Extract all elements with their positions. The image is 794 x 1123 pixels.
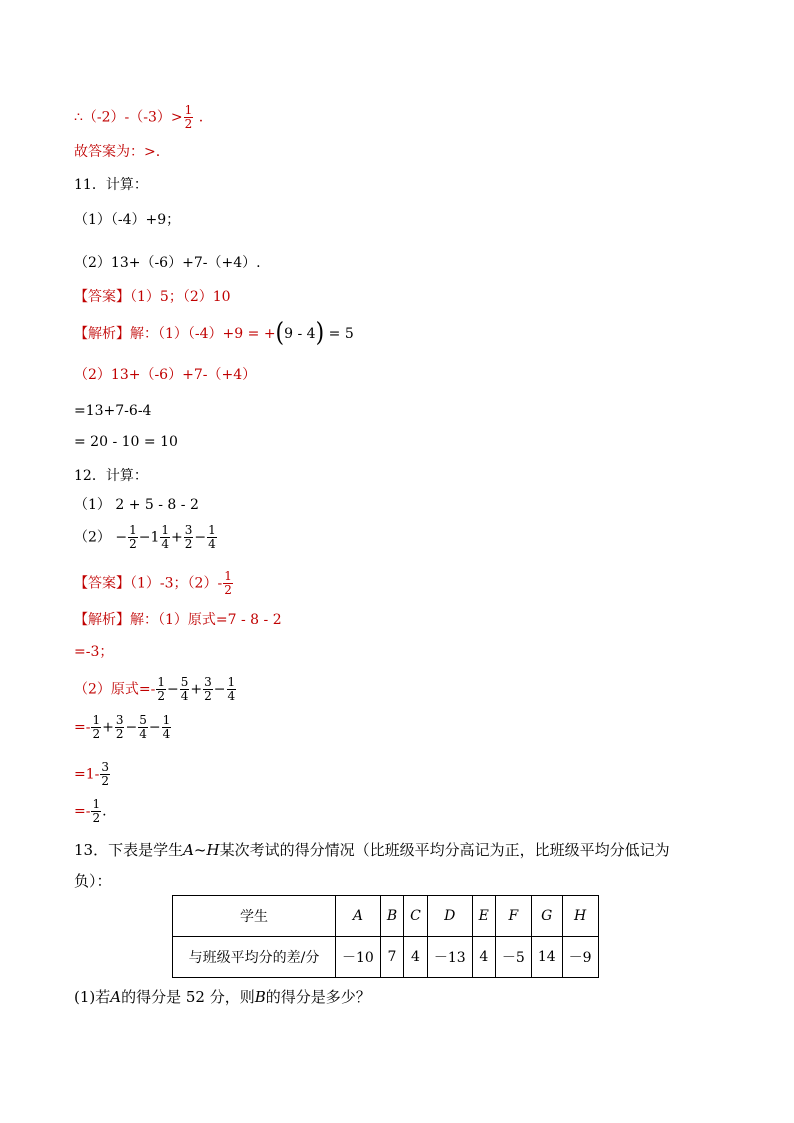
fraction: $\frac{1}{4}$ <box>208 523 216 551</box>
fraction: $\frac{3}{2}$ <box>115 713 124 741</box>
answer-conclusion: 故答案为：>. <box>74 144 161 160</box>
fraction-one-half: $\frac{1}{2}$ <box>184 103 193 131</box>
q12-step-neg3: =-3； <box>74 644 114 660</box>
table-row <box>173 896 599 937</box>
fraction: $\frac{1}{4}$ <box>227 675 236 703</box>
analysis-tag: 【解析】 <box>74 612 130 628</box>
q12-title: 12．计算： <box>74 468 148 484</box>
q13-title: 13．下表是学生A~H某次考试的得分情况（比班级平均分高记为正，比班级平均分低记为 <box>74 841 670 859</box>
q11-step-1: （2）13+（-6）+7-（+4） <box>74 367 257 383</box>
diff-cell: 4 <box>472 937 495 978</box>
fraction: $\frac{1}{2}$ <box>224 569 232 597</box>
fraction: $\frac{5}{4}$ <box>139 713 147 741</box>
q12-step-final: =- $\frac{1}{2}$ . <box>74 797 107 825</box>
q12-part1: （1） 2 + 5 - 8 - 2 <box>74 497 199 513</box>
student-cell: E <box>472 896 495 937</box>
therefore-expression: （-2）-（-3）> <box>82 109 183 126</box>
q12-step-yuanshi: （2）原式=- $\frac{1}{2}$ − $\frac{5}{4}$ + $\frac{3}{2}$ − $\frac{1}{4}$ <box>74 675 236 703</box>
diff-cell: 7 <box>380 937 403 978</box>
q11-step-3: = 20 - 10 = 10 <box>74 434 178 450</box>
therefore-line: ∴（-2）-（-3）> $\frac{1}{2}$ . <box>74 103 204 131</box>
fraction: $\frac{1}{4}$ <box>162 713 171 741</box>
fraction: $\frac{1}{4}$ <box>161 523 170 551</box>
fraction: $\frac{3}{2}$ <box>101 760 110 788</box>
diff-cell: 4 <box>404 937 428 978</box>
q11-title: 11．计算： <box>74 177 148 193</box>
diff-cell: －9 <box>562 937 598 978</box>
fraction: $\frac{1}{2}$ <box>129 523 137 551</box>
q11-answer <box>74 287 231 307</box>
fraction: $\frac{3}{2}$ <box>184 523 193 551</box>
analysis-tag: 【解析】 <box>74 326 130 342</box>
fraction: $\frac{3}{2}$ <box>204 675 212 703</box>
fraction: $\frac{5}{4}$ <box>180 675 189 703</box>
q11-analysis: 【解析】解：（1）（-4）+9 = +(9 - 4) = 5 <box>74 318 354 349</box>
student-cell: B <box>380 896 403 937</box>
fraction: $\frac{1}{2}$ <box>92 797 101 825</box>
fraction: $\frac{1}{2}$ <box>157 675 166 703</box>
q12-analysis: 【解析】解：（1）原式=7 - 8 - 2 <box>74 612 282 628</box>
therefore-symbol: ∴ <box>74 109 83 126</box>
table-row <box>173 937 599 978</box>
student-cell: A <box>336 896 381 937</box>
diff-cell: 14 <box>531 937 562 978</box>
q12-part2: （2） − $\frac{1}{2}$ −1 $\frac{1}{4}$ + $\frac{3}{2}$ − $\frac{1}{4}$ <box>74 523 216 551</box>
q12-step-reorder: =- $\frac{1}{2}$ + $\frac{3}{2}$ − $\frac{5}{4}$ − $\frac{1}{4}$ <box>74 713 171 741</box>
diff-cell: －5 <box>495 937 531 978</box>
student-cell: H <box>562 896 598 937</box>
q11-step-2: =13+7-6-4 <box>74 403 152 419</box>
q11-part1: （1）（-4）+9； <box>74 212 181 228</box>
student-cell: F <box>495 896 531 937</box>
student-cell: D <box>427 896 472 937</box>
student-cell: C <box>404 896 428 937</box>
score-diff-table <box>172 895 599 978</box>
q12-answer: 【答案】（1）-3；（2）- $\frac{1}{2}$ <box>74 569 232 597</box>
table-header-label: 学生 <box>173 896 336 937</box>
student-cell: G <box>531 896 562 937</box>
fraction: $\frac{1}{2}$ <box>92 713 101 741</box>
answer-tag: 【答案】 <box>74 289 130 305</box>
q13-sub1: (1)若A的得分是 52 分，则B的得分是多少？ <box>74 988 371 1006</box>
q13-title-line2: 负）： <box>74 872 112 890</box>
diff-cell: －10 <box>336 937 381 978</box>
q12-step-one-minus: =1- $\frac{3}{2}$ <box>74 760 110 788</box>
table-row-label: 与班级平均分的差/分 <box>173 937 336 978</box>
answer-text: （1）5；（2）10 <box>130 289 231 305</box>
q11-part2: （2）13+（-6）+7-（+4）. <box>74 255 261 271</box>
answer-tag: 【答案】 <box>74 575 130 592</box>
diff-cell: －13 <box>427 937 472 978</box>
